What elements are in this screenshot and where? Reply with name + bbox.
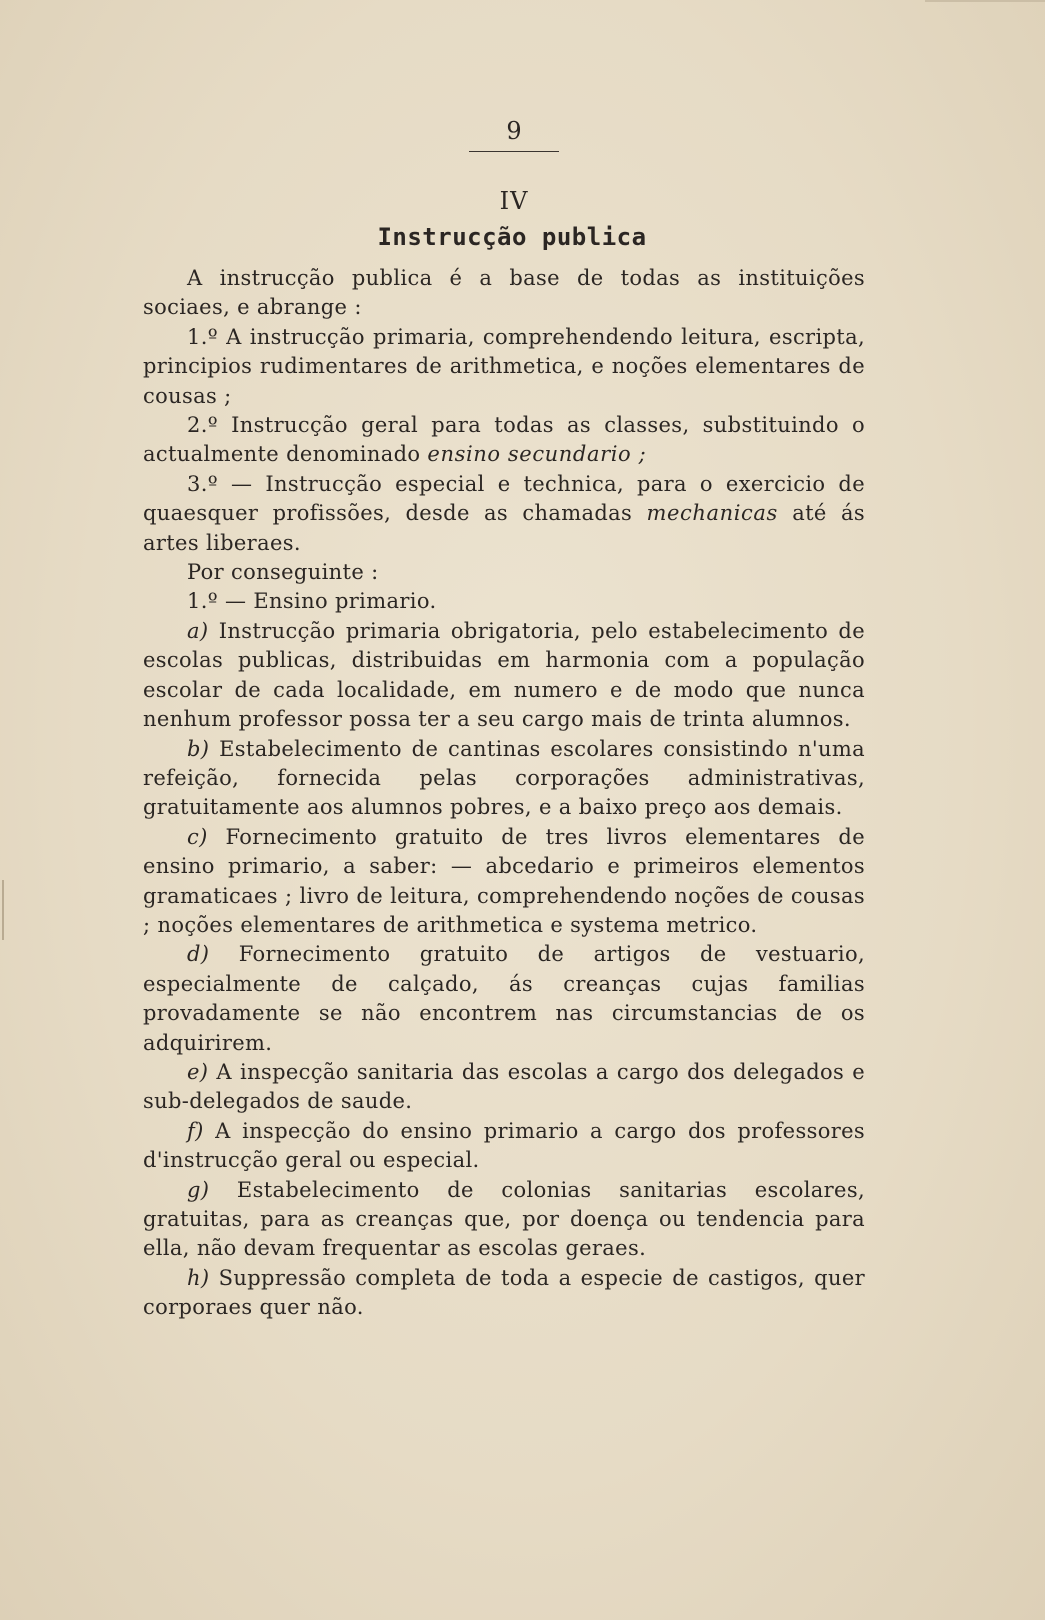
paragraph-text: Estabelecimento de cantinas escolares consistindo n'uma refeição, fornecida pelas corporações administrativas, gratuitamente aos alumnos pobres, e a baixo preço aos demais. [143, 736, 865, 820]
paragraph-text: Fornecimento gratuito de artigos de vestuario, especialmente de calçado, ás creanças cujas familias provadamente se não encontrem nas circumstancias de os adquirirem. [143, 942, 865, 1055]
item-marker: f) [187, 1118, 204, 1143]
paragraph-consequence: Por conseguinte : [187, 560, 379, 585]
paragraph-text: A inspecção sanitaria das escolas a cargo dos delegados e sub-delegados de saude. [143, 1059, 865, 1114]
paragraph-item-e [143, 1058, 865, 1117]
paragraph-item-3 [143, 470, 865, 558]
page-number-rule [469, 151, 559, 152]
paragraph-text: 2.º Instrucção geral para todas as classes, substituindo o actualmente denominado [143, 413, 865, 467]
paragraph-text: 3.º — Instrucção especial e technica, para o exercicio de quaesquer profissões, desde as chamadas [143, 471, 865, 526]
paragraph-item-a [143, 617, 865, 735]
item-marker: b) [187, 736, 210, 761]
paragraph-text: Fornecimento gratuito de tres livros elementares de ensino primario, a saber: — abcedario e primeiros elementos gramaticaes ; livro de leitura, comprehendendo noções de cousas ; noções elementares de arithmetica e systema metrico. [143, 824, 865, 937]
item-marker: c) [187, 824, 208, 849]
paragraph-text: Instrucção primaria obrigatoria, pelo estabelecimento de escolas publicas, distribuidas em harmonia com a população escolar de cada localidade, em numero e de modo que nunca nenhum professor possa ter a seu cargo mais de trinta alumnos. [143, 618, 865, 732]
page-content [143, 115, 865, 1323]
paragraph-item-2 [143, 411, 865, 470]
emphasized-term: mechanicas [646, 501, 778, 526]
section-title: Instrucção publica [377, 223, 647, 251]
paragraph-item-f [143, 1117, 865, 1176]
paragraph-intro: A instrucção publica é a base de todas as instituições sociaes, e abrange : [143, 266, 865, 320]
paragraph-text: Suppressão completa de toda a especie de castigos, quer corporaes quer não. [143, 1265, 865, 1320]
paragraph-subheading: 1.º — Ensino primario. [187, 589, 437, 614]
page-edge-mark [925, 0, 1045, 2]
page-edge-mark [2, 880, 4, 940]
body-text [143, 264, 865, 1323]
chapter-number: IV [499, 187, 529, 215]
item-marker: e) [187, 1059, 209, 1084]
emphasized-term: ensino secundario ; [427, 442, 647, 467]
item-marker: g) [187, 1177, 210, 1202]
item-marker: a) [187, 618, 209, 643]
paragraph-item-d [143, 940, 865, 1058]
item-marker: h) [187, 1265, 210, 1290]
page-number: 9 [506, 117, 522, 145]
paragraph-item-b [143, 735, 865, 823]
paragraph-item-g [143, 1176, 865, 1264]
paragraph-item-1: 1.º A instrucção primaria, comprehendendo leitura, escripta, principios rudimentares de arithmetica, e noções elementares de cousas ; [143, 324, 865, 408]
paragraph-text: Estabelecimento de colonias sanitarias escolares, gratuitas, para as creanças que, por doença ou tendencia para ella, não devam frequentar as escolas geraes. [143, 1177, 865, 1261]
paragraph-text: até ás artes liberaes. [143, 501, 865, 555]
paragraph-text: A inspecção do ensino primario a cargo dos professores d'instrucção geral ou especial. [143, 1118, 865, 1173]
paragraph-item-c [143, 823, 865, 941]
paragraph-item-h [143, 1264, 865, 1323]
item-marker: d) [187, 942, 210, 967]
